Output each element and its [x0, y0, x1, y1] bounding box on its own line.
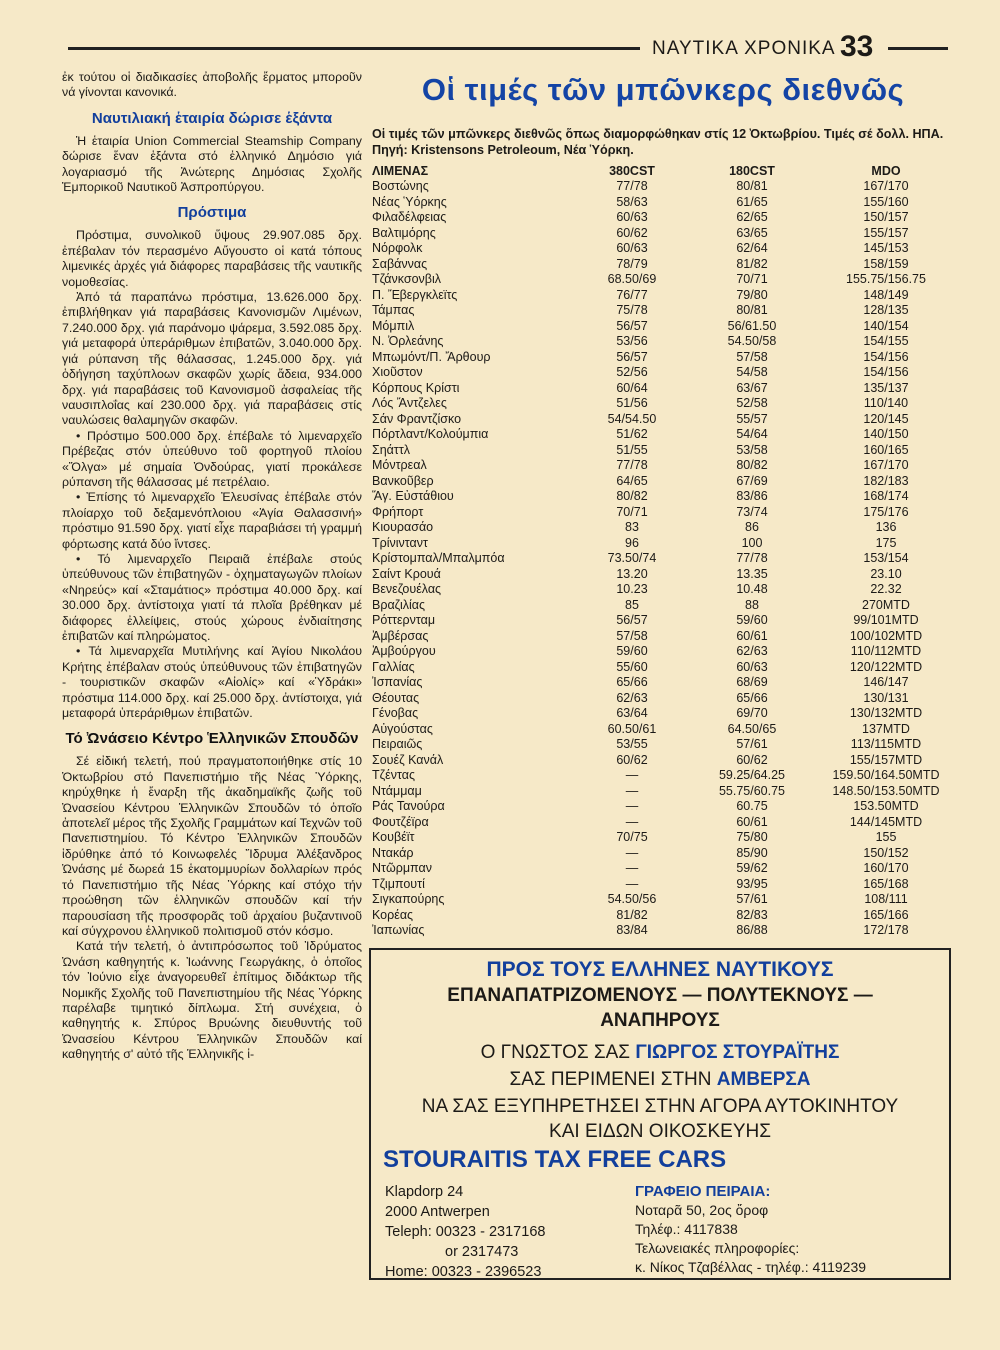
cst180-cell: 13.35 — [736, 566, 768, 581]
mdo-cell: 155/160 — [863, 194, 909, 209]
port-cell: Βοστώνης — [372, 179, 429, 193]
ad-address-phone: Teleph: 00323 - 2317168 — [385, 1224, 546, 1240]
cst180-cell: 59/62 — [736, 861, 768, 875]
cst180-cell: 83/86 — [736, 489, 768, 503]
mdo-cell: 165/166 — [863, 907, 909, 922]
cst380-cell: 55/60 — [616, 659, 648, 674]
cst180-cell: 54.50/58 — [727, 334, 777, 348]
ad-brand-name: STOURAITIS TAX FREE CARS — [383, 1146, 727, 1173]
cst380-cell: 83 — [625, 520, 639, 534]
cst380-cell: 58/63 — [616, 194, 648, 209]
table-row — [372, 210, 960, 226]
header-rule-right — [888, 47, 948, 50]
cst380-cell: 57/58 — [616, 628, 648, 643]
ad-office-phone: Τηλέφ.: 4117838 — [635, 1221, 738, 1237]
cst380-cell: 96 — [625, 535, 639, 550]
port-cell: Νόρφολκ — [372, 241, 423, 255]
cst180-cell: 93/95 — [736, 876, 768, 891]
port-cell: Πειραιῶς — [372, 737, 423, 751]
table-row — [372, 365, 960, 381]
mdo-cell: 148/149 — [863, 287, 909, 302]
column-header-180cst: 180CST — [729, 164, 775, 178]
mdo-cell: 146/147 — [863, 675, 909, 689]
mdo-cell: 167/170 — [863, 458, 909, 472]
cst180-cell: 57/61 — [736, 737, 768, 751]
mdo-cell: 113/115MTD — [850, 737, 922, 751]
mdo-cell: 135/137 — [863, 380, 909, 395]
cst380-cell: 13.20 — [616, 566, 648, 581]
cst180-cell: 79/80 — [736, 287, 768, 302]
port-cell: Ἀμβέρσας — [372, 628, 429, 643]
cst180-cell: 86 — [745, 520, 759, 534]
cst180-cell: 56/61.50 — [727, 318, 777, 333]
mdo-cell: 155/157 — [863, 225, 909, 240]
cst380-cell: 68.50/69 — [607, 272, 657, 286]
mdo-cell: 137MTD — [862, 721, 910, 736]
mdo-cell: 100/102MTD — [849, 628, 923, 643]
cst180-cell: 81/82 — [736, 256, 768, 271]
onassis-heading: Τό Ὠνάσειο Κέντρο Ἑλληνικῶν Σπουδῶν — [65, 730, 359, 748]
table-row — [372, 877, 960, 893]
port-cell: Μπωμόντ/Π. Ἄρθουρ — [372, 349, 491, 364]
port-cell: Φιλαδέλφειας — [372, 210, 447, 224]
table-row — [372, 784, 960, 800]
port-cell: Ράς Τανούρα — [372, 799, 445, 813]
cst380-cell: 63/64 — [616, 706, 648, 720]
table-header-row — [372, 164, 960, 179]
cst380-cell: 53/56 — [616, 334, 648, 348]
mdo-cell: 130/132MTD — [849, 706, 923, 720]
mdo-cell: 155 — [875, 830, 897, 844]
table-row — [372, 908, 960, 924]
column-header-380cst: 380CST — [609, 164, 655, 178]
port-cell: Νέας Ὑόρκης — [372, 194, 447, 209]
cst380-cell: 51/56 — [616, 396, 648, 410]
port-cell: Σάν Φραντζίσκο — [372, 411, 462, 426]
cst180-cell: 59/60 — [736, 613, 768, 627]
table-row — [372, 195, 960, 211]
mdo-cell: 110/112MTD — [850, 644, 922, 658]
port-cell: Γένοβας — [372, 706, 419, 720]
mdo-cell: 120/145 — [863, 411, 909, 426]
cst180-cell: 57/61 — [736, 892, 768, 906]
cst180-cell: 82/83 — [736, 907, 768, 922]
table-row — [372, 412, 960, 428]
cst180-cell: 69/70 — [736, 706, 768, 720]
cst180-cell: 64.50/65 — [727, 721, 777, 736]
table-row — [372, 629, 960, 645]
port-cell: Φρήπορτ — [372, 504, 424, 519]
mdo-cell: 175 — [875, 535, 897, 550]
cst180-cell: 10.48 — [736, 582, 768, 596]
table-row — [372, 474, 960, 490]
cst180-cell: 52/58 — [736, 396, 768, 410]
cst380-cell: 85 — [625, 597, 639, 612]
mdo-cell: 153/154 — [863, 551, 909, 565]
mdo-cell: 110/140 — [863, 396, 909, 410]
mdo-cell: 144/145MTD — [849, 814, 923, 829]
table-row — [372, 753, 960, 769]
cst380-cell: 59/60 — [616, 644, 648, 658]
table-row — [372, 272, 960, 288]
port-cell: Ἀμβούργου — [372, 644, 436, 658]
cst380-cell: — — [625, 783, 639, 798]
mdo-cell: 172/178 — [863, 923, 909, 937]
table-row — [372, 257, 960, 273]
mdo-cell: 140/154 — [863, 318, 909, 333]
column-header-mdo: MDO — [871, 164, 901, 178]
cst180-cell: 60/61 — [736, 628, 768, 643]
fines-heading: Πρόστιμα — [177, 204, 247, 222]
port-cell: Σιγκαπούρης — [372, 892, 445, 906]
mdo-cell: 148.50/153.50MTD — [832, 783, 940, 798]
cst180-cell: 54/58 — [736, 365, 768, 379]
cst180-cell: 63/67 — [736, 380, 768, 395]
cst380-cell: 60/62 — [616, 752, 648, 767]
cst180-cell: 67/69 — [736, 473, 768, 488]
mdo-cell: 140/150 — [863, 427, 909, 441]
port-cell: Μόντρεαλ — [372, 458, 427, 472]
port-cell: Πόρτλαντ/Κολούμπια — [372, 427, 489, 441]
cst180-cell: 75/80 — [736, 830, 768, 844]
mdo-cell: 150/152 — [863, 845, 909, 860]
page-number: 33 — [840, 30, 874, 63]
cst180-cell: 86/88 — [736, 923, 768, 937]
table-row — [372, 551, 960, 567]
fines-paragraph-5: • Τό λιμεναρχεῖο Πειραιᾶ ἐπέβαλε στούς ὑπεύθυνους τῶν ἐπιβατηγῶν - ὀχηματαγωγῶν πλοίων «Νηρεύς» καί «Σταμάτιος» πρόστιμα 40.000 δρχ. καί 30.000 δρχ. ἀντίστοιχα γιατί τά πλοῖα βρέθηκαν μέ διάφορες ἐλλείψεις, στούς χώρους ἐνδιαίτησης ἐπιβατῶν καί πληρώματος. — [62, 551, 362, 643]
port-cell: Σουέζ Κανάλ — [372, 752, 444, 767]
cst380-cell: 62/63 — [616, 690, 648, 705]
table-row — [372, 241, 960, 257]
port-cell: Θέουτας — [372, 690, 420, 705]
table-row — [372, 815, 960, 831]
port-cell: Ρόττερνταμ — [372, 613, 436, 627]
cst380-cell: 53/55 — [616, 737, 648, 751]
mdo-cell: 136 — [875, 520, 897, 534]
cst380-cell: 51/55 — [616, 442, 648, 457]
cst380-cell: 56/57 — [616, 613, 648, 627]
port-cell: Γαλλίας — [372, 659, 415, 674]
table-row — [372, 520, 960, 536]
cst380-cell: 75/78 — [616, 303, 648, 317]
mdo-cell: 167/170 — [863, 179, 909, 193]
table-body — [372, 179, 960, 939]
mdo-cell: 145/153 — [863, 241, 909, 255]
port-cell: Ντάμμαμ — [372, 783, 422, 798]
mdo-cell: 155/157MTD — [849, 752, 923, 767]
cst380-cell: 60.50/61 — [607, 721, 657, 736]
cst380-cell: 60/64 — [616, 380, 648, 395]
ad-antwerp-address — [385, 1182, 545, 1282]
cst380-cell: 76/77 — [616, 287, 648, 302]
mdo-cell: 160/165 — [863, 442, 909, 457]
cst380-cell: 73.50/74 — [607, 551, 657, 565]
mdo-cell: 120/122MTD — [849, 659, 923, 674]
cst380-cell: 65/66 — [616, 675, 648, 689]
ad-intro-line — [371, 1042, 949, 1064]
ad-location-text: ΣΑΣ ΠΕΡΙΜΕΝΕΙ ΣΤΗΝ — [509, 1069, 717, 1090]
port-cell: Τζάνκσονβιλ — [372, 272, 442, 286]
table-row — [372, 846, 960, 862]
table-row — [372, 226, 960, 242]
mdo-cell: 22.32 — [870, 582, 902, 596]
cst180-cell: 60.75 — [736, 799, 768, 813]
fines-paragraph-3: • Πρόστιμο 500.000 δρχ. ἐπέβαλε τό λιμεναρχεῖο Πρέβεζας στόν ὑπεύθυνο τοῦ φορτηγοῦ πλοίου «Ὄλγα» μέ σημαία Ὀνδούρας, γιατί προκάλεσε ρύπανση τῆς θάλασσας μέ πετρέλαιο. — [62, 428, 362, 489]
mdo-cell: 270MTD — [862, 597, 910, 612]
ad-audience-line: ΕΠΑΝΑΠΑΤΡΙΖΟΜΕΝΟΥΣ — ΠΟΛΥΤΕΚΝΟΥΣ — — [447, 985, 873, 1006]
table-row — [372, 613, 960, 629]
cst180-cell: 59.25/64.25 — [718, 768, 786, 782]
cst380-cell: — — [625, 814, 639, 829]
cst380-cell: — — [625, 861, 639, 875]
port-cell: Τρίνινταντ — [372, 535, 428, 550]
cst380-cell: 64/65 — [616, 473, 648, 488]
mdo-cell: 175/176 — [863, 504, 909, 519]
cst180-cell: 63/65 — [736, 225, 768, 240]
cst180-cell: 57/58 — [736, 349, 768, 364]
mdo-cell: 154/155 — [863, 334, 909, 348]
table-row — [372, 489, 960, 505]
table-row — [372, 443, 960, 459]
cst380-cell: 56/57 — [616, 349, 648, 364]
cst180-cell: 88 — [745, 597, 759, 612]
fines-paragraph-1: Πρόστιμα, συνολικοῦ ὕψους 29.907.085 δρχ. ἐπέβαλαν τόν περασμένο Αὔγουστο οἱ κατά τόπους λιμενικές ἀρχές γιά διάφορες παραβάσεις τῆς ναυτικῆς νομοθεσίας. — [62, 228, 362, 289]
cst180-cell: 62/64 — [736, 241, 768, 255]
table-row — [372, 567, 960, 583]
cst380-cell: 10.23 — [616, 582, 648, 596]
port-cell: Βανκοῦβερ — [372, 473, 434, 488]
table-row — [372, 660, 960, 676]
port-cell: Βραζιλίας — [372, 597, 426, 612]
mdo-cell: 182/183 — [863, 473, 909, 488]
cst380-cell: 56/57 — [616, 318, 648, 333]
port-cell: Ν. Ὀρλεάνης — [372, 334, 444, 348]
port-cell: Κορέας — [372, 907, 414, 922]
mdo-cell: 158/159 — [863, 256, 909, 271]
cst180-cell: 73/74 — [736, 504, 768, 519]
cst180-cell: 53/58 — [736, 442, 768, 457]
cst180-cell: 55.75/60.75 — [718, 783, 786, 798]
cst180-cell: 60/63 — [736, 659, 768, 674]
table-row — [372, 319, 960, 335]
table-row — [372, 675, 960, 691]
cst380-cell: — — [625, 845, 639, 860]
ad-service-line-2: ΚΑΙ ΕΙΔΩΝ ΟΙΚΟΣΚΕΥΗΣ — [549, 1121, 771, 1142]
mdo-cell: 159.50/164.50MTD — [832, 768, 940, 782]
bunker-price-table — [372, 164, 960, 939]
cst180-cell: 55/57 — [736, 411, 768, 426]
ad-office-label: ΓΡΑΦΕΙΟ ΠΕΙΡΑΙΑ: — [635, 1183, 771, 1200]
table-row — [372, 644, 960, 660]
port-cell: Ντῶρμπαν — [372, 861, 432, 875]
port-cell: Σαίντ Κρουά — [372, 566, 441, 581]
port-cell: Αὐγούστας — [372, 721, 433, 736]
cst380-cell: 60/63 — [616, 210, 648, 224]
table-row — [372, 691, 960, 707]
ad-audience-line-2: ΑΝΑΠΗΡΟΥΣ — [600, 1010, 720, 1031]
cst380-cell: 60/63 — [616, 241, 648, 255]
mdo-cell: 165/168 — [863, 876, 909, 891]
ad-headline: ΠΡΟΣ ΤΟΥΣ ΕΛΛΗΝΕΣ ΝΑΥΤΙΚΟΥΣ — [486, 958, 834, 981]
port-cell: Κιουρασάο — [372, 520, 434, 534]
table-row — [372, 737, 960, 753]
fines-paragraph-2: Ἀπό τά παραπάνω πρόστιμα, 13.626.000 δρχ. ἐπιβλήθηκαν γιά παραβάσεις Κανονισμῶν Λιμένων, 7.240.000 δρχ. γιά παράνομο ψάρεμα, 3.592.085 δρχ. γιά μεταφορά ὑπεράριθμων ἐπιβατῶν, 3.040.000 δρχ. γιά ρύπανση τῆς θάλασσας, 1.245.000 δρχ. γιά ὁδήγηση ταχύπλοων σκαφῶν χωρίς ἄδεια, 934.000 δρχ. γιά παραβάσεις τοῦ Κανονισμοῦ ἀσφαλείας τῆς ναυσιπλοΐας καί 230.000 δρχ. γιά παραβάσεις στίς ναυλώσεις θαλαμηγῶν σκαφῶν. — [62, 290, 362, 428]
table-row — [372, 830, 960, 846]
cst380-cell: 52/56 — [616, 365, 648, 379]
article-subtitle: Οἱ τιμές τῶν μπῶνκερς διεθνῶς ὅπως διαμορφώθηκαν στίς 12 Ὀκτωβρίου. Τιμές σέ δολλ. ΗΠΑ. Πηγή: Kristensons Petroleoum, Νέα Ὑόρκη. — [372, 127, 944, 157]
port-cell: Σαβάννας — [372, 256, 428, 271]
cst180-cell: 61/65 — [736, 194, 768, 209]
port-cell: Τάμπας — [372, 303, 415, 317]
ad-office-contact: κ. Νίκος Τζαβέλλας - τηλέφ.: 4119239 — [635, 1259, 867, 1275]
ad-address-city: 2000 Antwerpen — [385, 1204, 490, 1220]
cst180-cell: 85/90 — [736, 845, 768, 860]
cst380-cell: 77/78 — [616, 458, 648, 472]
table-row — [372, 892, 960, 908]
mdo-cell: 130/131 — [863, 690, 909, 705]
port-cell: Κόρπους Κρίστι — [372, 380, 460, 395]
table-row — [372, 768, 960, 784]
magazine-title: ΝΑΥΤΙΚΑ ΧΡΟΝΙΚΑ — [652, 38, 836, 59]
table-row — [372, 381, 960, 397]
fines-paragraph-4: • Ἐπίσης τό λιμεναρχεῖο Ἐλευσίνας ἐπέβαλε στόν πλοίαρχο τοῦ δεξαμενόπλοιου «Ἁγία Θαλασσινή» πρόστιμο 91.590 δρχ. γιατί εἶχε παραβιάσει τή γραμμή φόρτωσης κατά δύο ἴντσες. — [62, 490, 362, 551]
ad-office-address: Νοταρᾶ 50, 2ος ὄροφ — [635, 1202, 769, 1218]
cst380-cell: 60/62 — [616, 225, 648, 240]
port-cell: Τζιμπουτί — [372, 876, 425, 891]
mdo-cell: 99/101MTD — [853, 613, 919, 627]
port-cell: Βενεζουέλας — [372, 582, 442, 596]
ad-address-home-phone: Home: 00323 - 2396523 — [385, 1264, 542, 1280]
cst180-cell: 62/63 — [736, 644, 768, 658]
ad-address-street: Klapdorp 24 — [385, 1184, 464, 1200]
port-cell: Λός Ἄντζελες — [372, 396, 447, 410]
onassis-paragraph-2: Κατά τήν τελετή, ὁ ἀντιπρόσωπος τοῦ Ἱδρύματος Ὠνάση καθηγητής κ. Ἰωάννης Γεωργάκης, ὁ ὁποῖος τόν Ἰούνιο εἶχε ἀναγορευθεῖ ἐπίτιμος διδάκτωρ τῆς Νομικῆς Σχολῆς τοῦ Πανεπιστημίου τῆς Νέας Ὑόρκης παρέλαβε τιμητικό δίπλωμα. Στή συνέχεια, ὁ καθηγητής κ. Σπύρος Βρυώνης διευθυντής τοῦ Ὠνασείου Κέντρου Ἑλληνικῶν Σπουδῶν καί καθηγητής σ' αὐτό τῆς Ἑλληνικῆς ἱ- — [62, 939, 362, 1062]
table-row — [372, 179, 960, 195]
table-row — [372, 505, 960, 521]
table-row — [372, 536, 960, 552]
table-row — [372, 598, 960, 614]
donation-paragraph: Ἡ ἑταιρία Union Commercial Steamship Company δώρισε ἕναν ἑξάντα στό ἑλληνικό Δημόσιο γιά λογαριασμό τῆς Ἀνώτερης Δημόσιας Σχολῆς Ἐμπορικοῦ Ναυτικοῦ Ἀσπροπύργου. — [62, 133, 362, 195]
ad-intro-text: Ο ΓΝΩΣΤΟΣ ΣΑΣ — [480, 1042, 636, 1063]
port-cell: Ἅγ. Εὐστάθιου — [372, 489, 454, 503]
cst380-cell: 51/62 — [616, 427, 648, 441]
cst380-cell: — — [625, 768, 639, 782]
port-cell: Φουτζέϊρα — [372, 814, 429, 829]
cst180-cell: 54/64 — [736, 427, 768, 441]
table-row — [372, 799, 960, 815]
cst380-cell: 77/78 — [616, 179, 648, 193]
cst180-cell: 68/69 — [736, 675, 768, 689]
column-header-port: ΛΙΜΕΝΑΣ — [372, 164, 429, 178]
cst180-cell: 60/61 — [736, 814, 768, 829]
port-cell: Ἰσπανίας — [372, 675, 423, 689]
port-cell: Χιοῦστον — [372, 365, 423, 379]
mdo-cell: 154/156 — [863, 365, 909, 379]
ad-person-name: ΓΙΩΡΓΟΣ ΣΤΟΥΡΑΪΤΗΣ — [635, 1042, 840, 1063]
table-row — [372, 334, 960, 350]
cst180-cell: 60/62 — [736, 752, 768, 767]
table-row — [372, 923, 960, 939]
cst380-cell: 80/82 — [616, 489, 648, 503]
table-row — [372, 396, 960, 412]
table-row — [372, 861, 960, 877]
cst380-cell: 78/79 — [616, 256, 648, 271]
mdo-cell: 168/174 — [863, 489, 909, 503]
table-row — [372, 427, 960, 443]
cst180-cell: 80/81 — [736, 179, 768, 193]
ad-office-customs-label: Τελωνειακές πληροφορίες: — [635, 1240, 800, 1256]
cst180-cell: 77/78 — [736, 551, 768, 565]
mdo-cell: 160/170 — [863, 861, 909, 875]
ad-service-line: ΝΑ ΣΑΣ ΕΞΥΠΗΡΕΤΗΣΕΙ ΣΤΗΝ ΑΓΟΡΑ ΑΥΤΟΚΙΝΗΤΟΥ — [421, 1096, 899, 1117]
ad-city: ΑΜΒΕΡΣΑ — [716, 1069, 811, 1090]
port-cell: Σηάττλ — [372, 442, 411, 457]
cst180-cell: 70/71 — [736, 272, 768, 286]
mdo-cell: 108/111 — [864, 892, 908, 906]
table-row — [372, 722, 960, 738]
ad-piraeus-office — [635, 1182, 866, 1277]
cst380-cell: 54/54.50 — [607, 411, 657, 426]
cst180-cell: 80/82 — [736, 458, 768, 472]
table-row — [372, 706, 960, 722]
table-row — [372, 458, 960, 474]
port-cell: Ντακάρ — [372, 845, 414, 860]
mdo-cell: 128/135 — [863, 303, 909, 317]
left-column — [62, 70, 362, 1063]
mdo-cell: 154/156 — [863, 349, 909, 364]
mdo-cell: 150/157 — [863, 210, 909, 224]
port-cell: Κουβέϊτ — [372, 830, 415, 844]
cst380-cell: — — [625, 799, 639, 813]
table-row — [372, 350, 960, 366]
mdo-cell: 23.10 — [870, 566, 902, 581]
cst180-cell: 62/65 — [736, 210, 768, 224]
advertisement-box — [369, 948, 951, 1280]
cst180-cell: 80/81 — [736, 303, 768, 317]
port-cell: Τζέντας — [372, 768, 415, 782]
port-cell: Μόμπιλ — [372, 318, 415, 333]
port-cell: Βαλτιμόρης — [372, 225, 436, 240]
cst380-cell: 81/82 — [616, 907, 648, 922]
cst380-cell: 70/75 — [616, 830, 648, 844]
cst380-cell: 54.50/56 — [607, 892, 657, 906]
port-cell: Π. Ἔβεργκλεϊτς — [372, 287, 458, 302]
fines-paragraph-6: • Τά λιμεναρχεῖα Μυτιλήνης καί Ἁγίου Νικολάου Κρήτης ἐπέβαλαν στούς ὑπεύθυνους τῶν ἐπιβατηγῶν - τουριστικῶν σκαφῶν «Αἰολίς» καί «Ὑδράκι» πρόστιμα 114.000 δρχ. καί 25.000 δρχ. ἀντίστοιχα, γιά μεταφορά ὑπεράριθμων ἐπιβατῶν. — [62, 644, 362, 721]
cst180-cell: 65/66 — [736, 690, 768, 705]
cst380-cell: 70/71 — [616, 504, 648, 519]
table-row — [372, 288, 960, 304]
ad-location-line — [371, 1069, 949, 1091]
mdo-cell: 153.50MTD — [853, 799, 919, 813]
onassis-paragraph-1: Σέ εἰδική τελετή, πού πραγματοποιήθηκε στίς 10 Ὀκτωβρίου στό Πανεπιστήμιο τῆς Νέας Ὑόρκης, κηρύχθηκε ἡ ἔναρξη τῆς ἀκαδημαϊκῆς ζωῆς τοῦ Ὠνασείου Κέντρου Ἑλληνικῶν Σπουδῶν τό ὁποῖο ἀποτελεῖ μέρος τῆς Σχολῆς Γραμμάτων καί Τεχνῶν τοῦ Πανεπιστημίου. Τό Κέντρο Ἑλληνικῶν Σπουδῶν ἱδρύθηκε ἀπό τό Κοινωφελές Ἵδρυμα Ἀλέξανδρος Ὠνάσης μέ δωρεά 15 ἑκατομμυρίων δολλαρίων πρός τό Πανεπιστήμιο τῆς Νέας Ὑόρκης καί στόχο τήν προώθηση τῶν ἑλληνικῶν σπουδῶν καί τήν παρουσίαση τῆς προσφορᾶς τοῦ ἀρχαίου βυζαντινοῦ καί σύγχρονου ἑλληνικοῦ πολιτισμοῦ στόν κόσμο. — [62, 754, 362, 938]
mdo-cell: 155.75/156.75 — [846, 272, 926, 286]
cst180-cell: 100 — [741, 535, 763, 550]
header-rule-left — [68, 47, 640, 50]
donation-heading: Ναυτιλιακή ἑταιρία δώρισε ἑξάντα — [91, 109, 333, 127]
table-row — [372, 582, 960, 598]
cst380-cell: — — [625, 876, 639, 891]
port-cell: Ἰαπωνίας — [372, 923, 425, 937]
ad-address-phone-alt: or 2317473 — [445, 1244, 519, 1260]
intro-paragraph: ἐκ τούτου οἱ διαδικασίες ἀποβολῆς ἔρματος μποροῦν νά γίνονται κανονικά. — [62, 70, 362, 100]
port-cell: Κρίστομπαλ/Μπαλμπόα — [372, 551, 505, 565]
article-title: Οἱ τιμές τῶν μπῶνκερς διεθνῶς — [421, 72, 905, 107]
cst380-cell: 83/84 — [616, 923, 648, 937]
table-row — [372, 303, 960, 319]
